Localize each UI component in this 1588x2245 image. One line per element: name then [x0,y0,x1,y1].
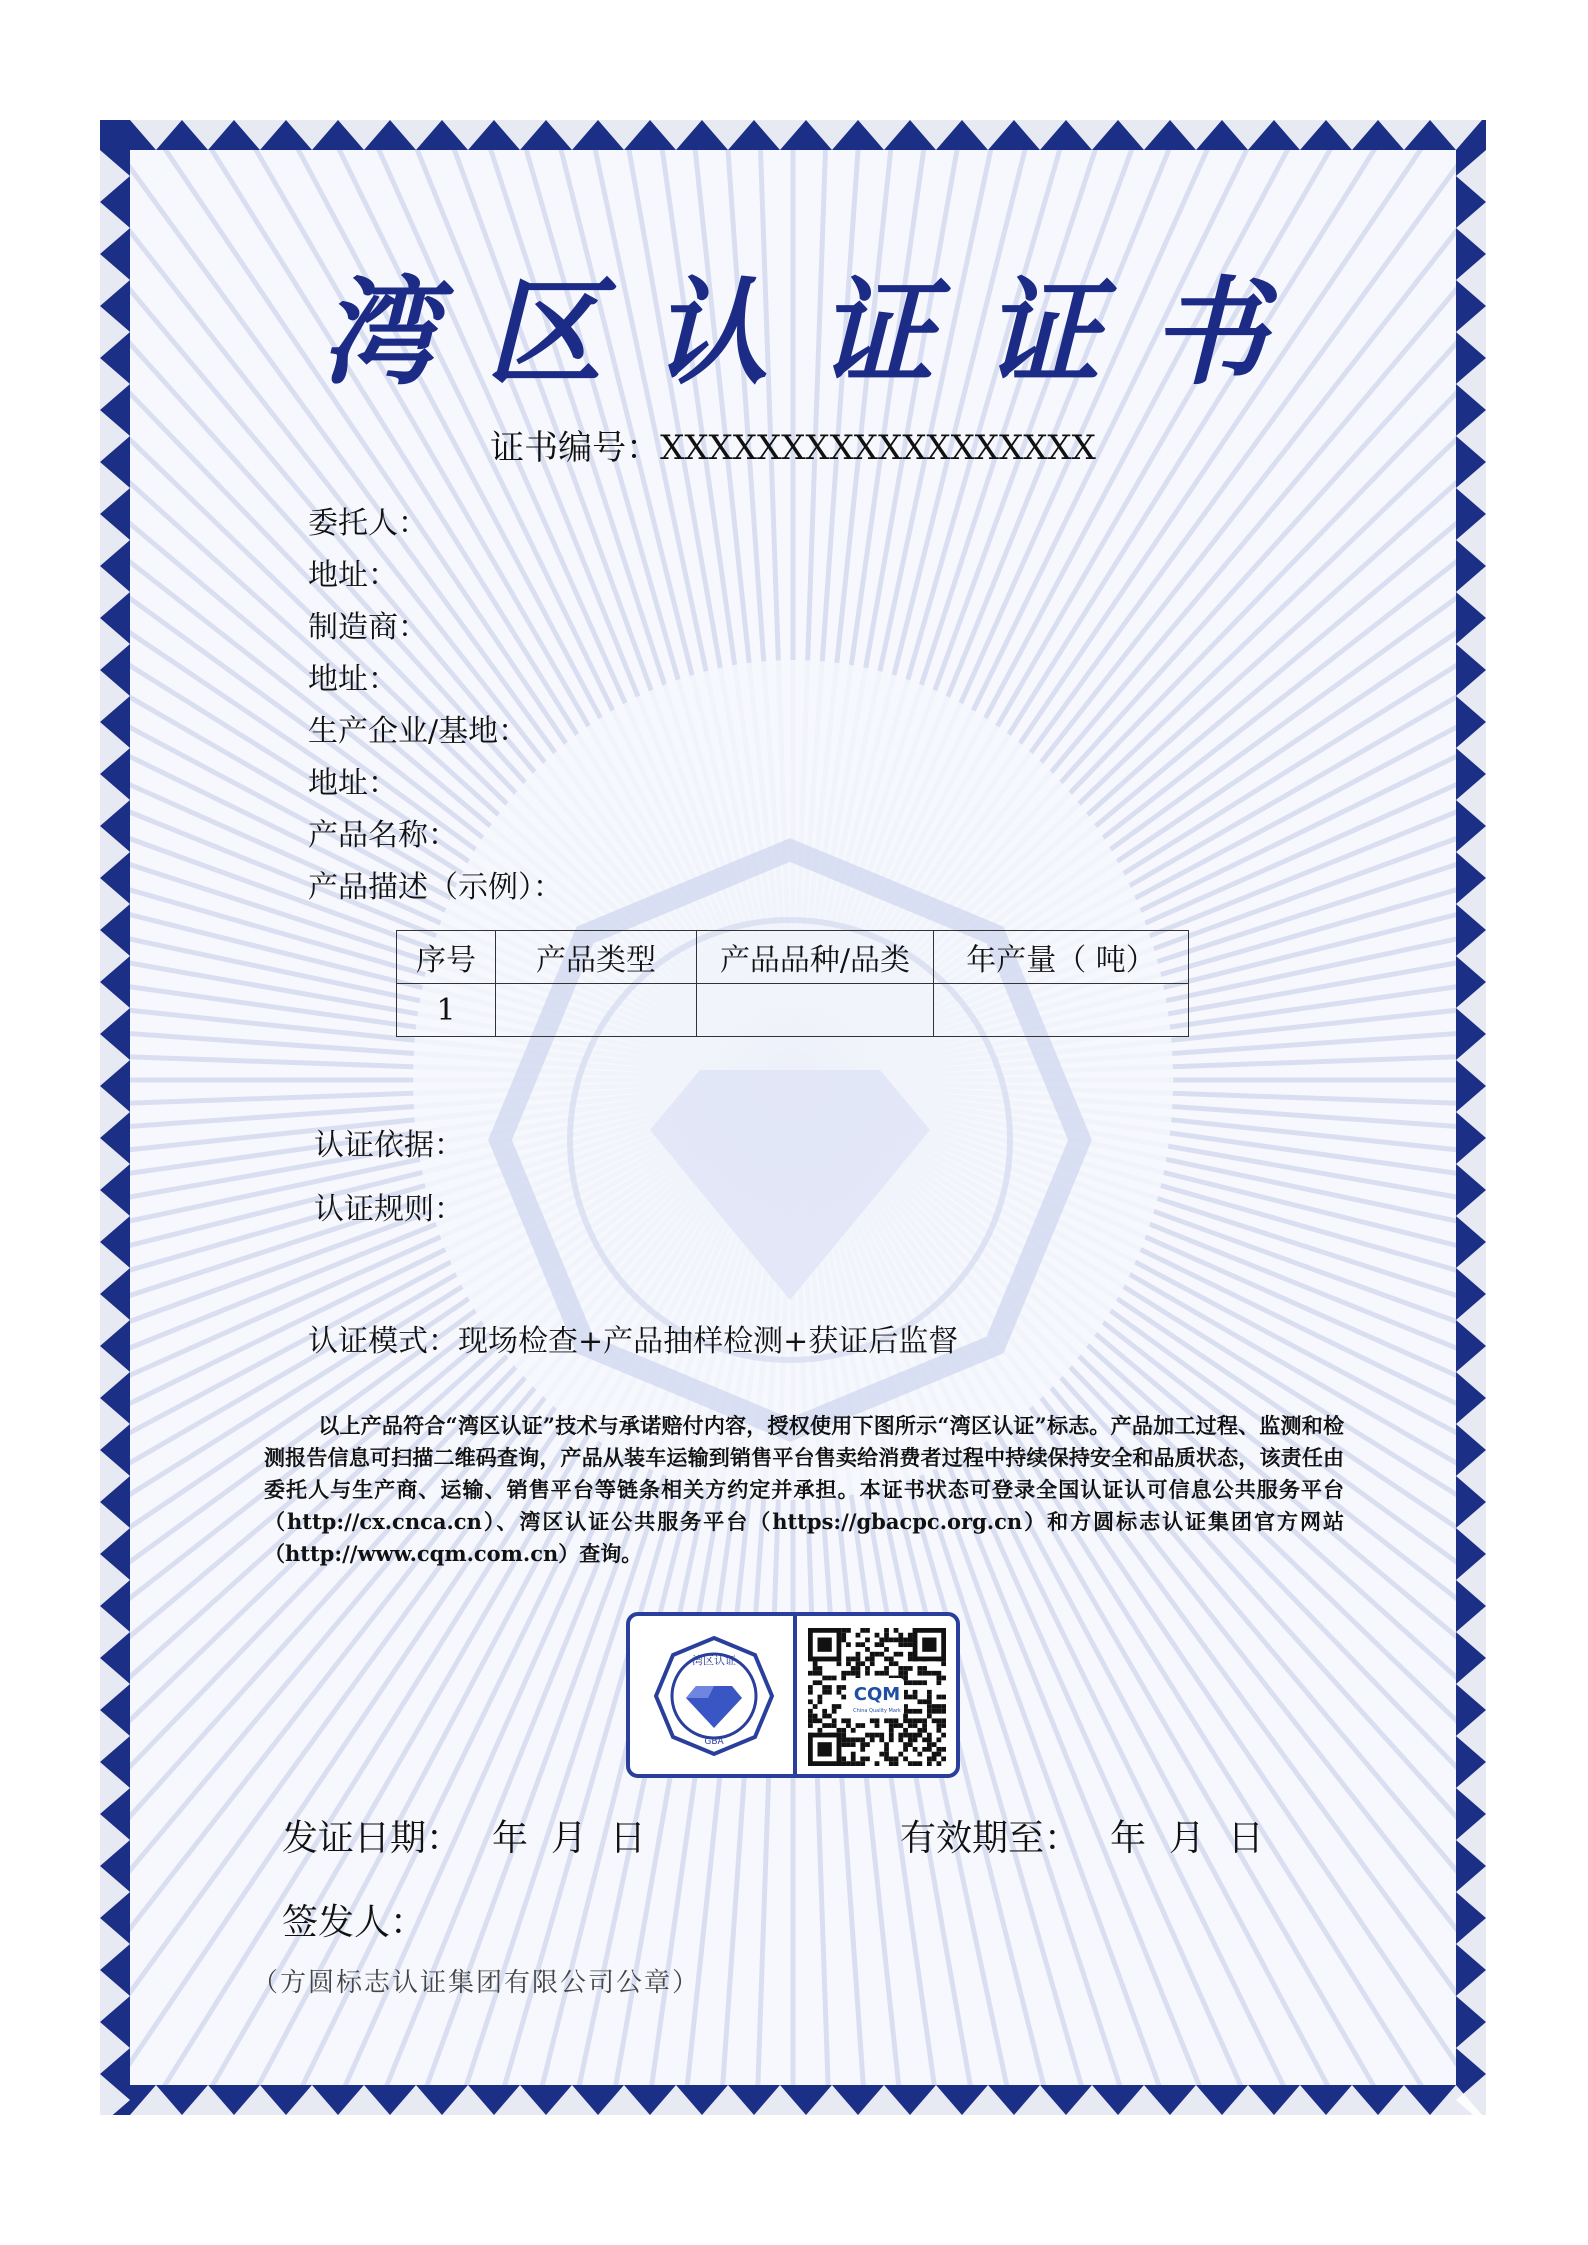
cert-no-value: XXXXXXXXXXXXXXXXXX [660,428,1096,468]
col-header: 产品类型 [496,931,697,984]
col-header: 年产量（ 吨） [934,931,1189,984]
seal-note: （方圆标志认证集团有限公司公章） [252,1968,701,1998]
signer-label: 签发人： [282,1902,427,1943]
notice-paragraph [264,1410,1344,1570]
rules-label: 认证规则： [314,1192,464,1227]
certificate-body [130,150,1456,2085]
product-name-label: 产品名称： [308,818,458,853]
issue-date [282,1810,646,1861]
valid-until-label: 有效期至： [900,1818,1081,1859]
basis-label: 认证依据： [314,1128,464,1163]
issue-date-value: 年 月 日 [492,1818,646,1859]
col-header: 序号 [397,931,496,984]
svg-text:湾区认证: 湾区认证 [692,1654,736,1667]
gba-logo-icon [652,1634,776,1758]
table-row [397,984,1189,1037]
product-desc-label: 产品描述（示例）： [308,870,563,905]
table-cell [496,984,697,1037]
certification-mark [626,1612,960,1778]
notice-text: 以上产品符合“湾区认证”技术与承诺赔付内容，授权使用下图所示“湾区认证”标志。产品加工过程、监测和检测报告信息可扫描二维码查询，产品从装车运输到销售平台售卖给消费者过程中持续保持安全和品质状态，该责任由委托人与生产商、运输、销售平台等链条相关方约定并承担。本证书状态可登录全国认证认可信息公共服务平台（http://cx.cnca.cn）、湾区认证公共服务平台（https://gbacpc.org.cn）和方圆标志认证集团官方网站（http://www.cqm.com.cn）查询。 [264,1413,1344,1566]
mark-divider [793,1616,797,1774]
manufacturer-label: 制造商： [308,610,428,645]
table-cell [934,984,1189,1037]
col-header: 产品品种/品类 [697,931,934,984]
svg-text:GBA: GBA [704,1737,724,1747]
valid-until [900,1810,1264,1861]
svg-text:China Quality Mark: China Quality Mark [853,1708,901,1714]
table-cell [697,984,934,1037]
client-address-label: 地址： [308,558,398,593]
producer-address-label: 地址： [308,766,398,801]
certification-mode: 认证模式：现场检查+产品抽样检测+获证后监督 [308,1324,959,1359]
valid-until-value: 年 月 日 [1110,1818,1264,1859]
cert-no-label: 证书编号： [490,428,661,468]
certificate-number [130,420,1456,469]
producer-label: 生产企业/基地： [308,714,529,749]
issue-date-label: 发证日期： [282,1818,463,1859]
qr-code-icon [808,1628,946,1766]
client-label: 委托人： [308,506,428,541]
manufacturer-address-label: 地址： [308,662,398,697]
table-header-row [397,931,1189,984]
table-cell: 1 [397,984,496,1037]
product-table [396,930,1189,1037]
certificate-title: 湾区认证证书 [320,265,1316,401]
svg-text:CQM: CQM [853,1684,901,1705]
